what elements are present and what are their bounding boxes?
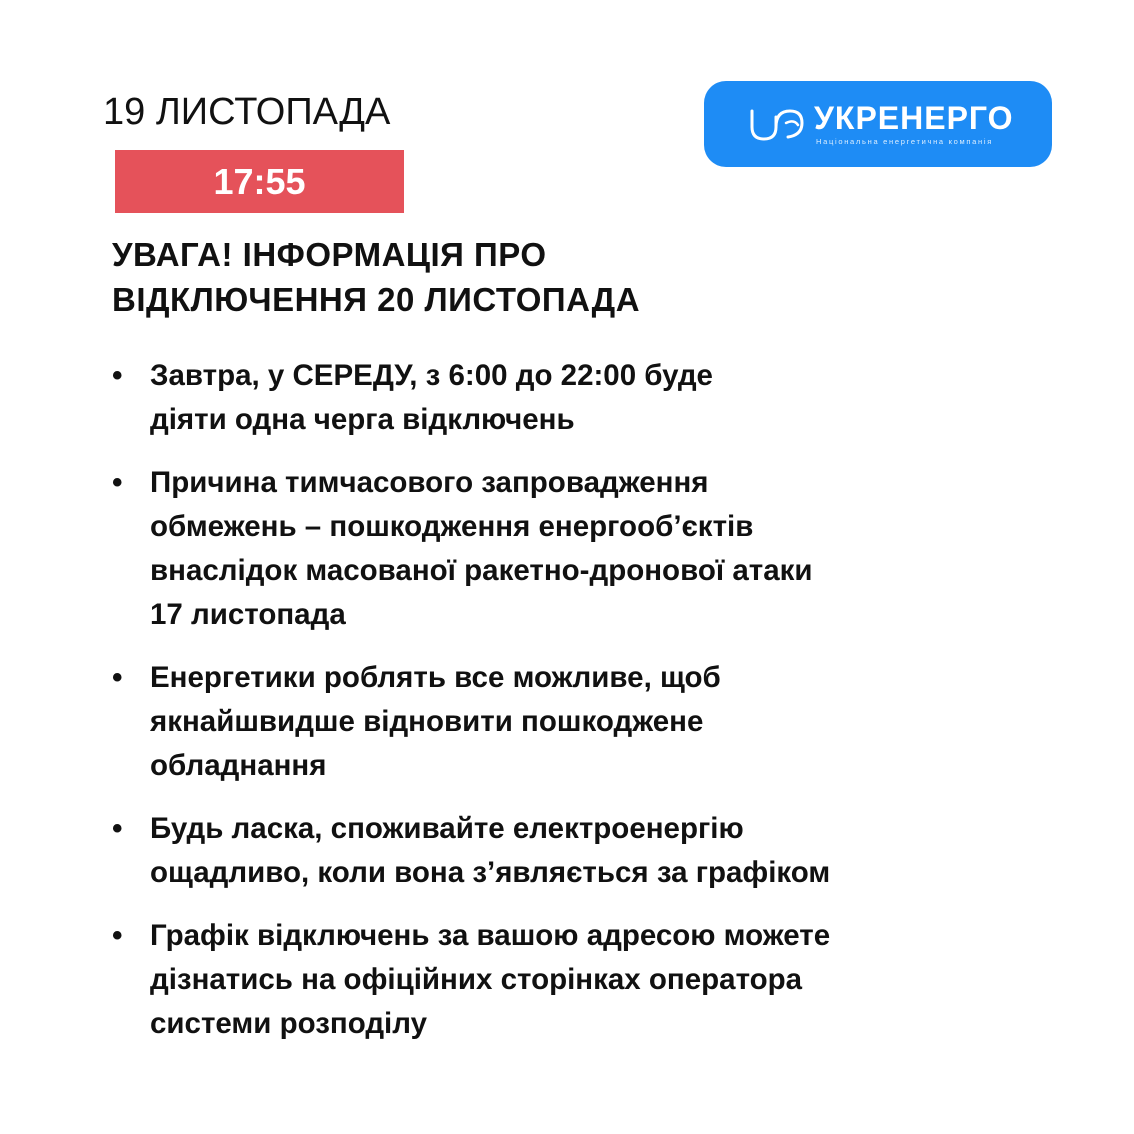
- bullet-text-line: системи розподілу: [150, 1007, 428, 1040]
- bullet-text-line: Завтра, у СЕРЕДУ, з 6:00 до 22:00 буде: [150, 359, 713, 392]
- bullet-text-line: обладнання: [150, 749, 327, 782]
- bullet-text-line: Графік відключень за вашою адресою можете: [150, 919, 831, 952]
- ukrenergo-logo: [704, 81, 1052, 167]
- heading-line: ВІДКЛЮЧЕННЯ 20 ЛИСТОПАДА: [112, 281, 641, 318]
- bullet-dot: •: [112, 812, 123, 845]
- time-label: 17:55: [213, 160, 306, 202]
- bullet-dot: •: [112, 919, 123, 952]
- bullet-text-line: 17 листопада: [150, 598, 346, 631]
- logo-name: УКРЕНЕРГО: [814, 100, 1014, 136]
- bullet-dot: •: [112, 661, 123, 694]
- bullet-dot: •: [112, 466, 123, 499]
- bullet-text-line: внаслідок масованої ракетно-дронової атаки: [150, 554, 813, 587]
- bullet-text-line: Причина тимчасового запровадження: [150, 466, 709, 499]
- bullet-text-line: обмежень – пошкодження енергооб’єктів: [150, 510, 754, 543]
- bullet-list: [112, 354, 1012, 1065]
- time-badge: [115, 150, 404, 213]
- bullet-item: [112, 656, 1012, 788]
- ukrenergo-ue-logo-icon: [748, 103, 806, 145]
- bullet-text-line: Будь ласка, споживайте електроенергію: [150, 812, 744, 845]
- bullet-item: [112, 914, 1012, 1046]
- heading-line: УВАГА! ІНФОРМАЦІЯ ПРО: [112, 236, 547, 273]
- date-label: 19 ЛИСТОПАДА: [103, 91, 391, 133]
- bullet-text-line: дізнатись на офіційних сторінках оператора: [150, 963, 803, 996]
- bullet-text-line: Енергетики роблять все можливе, щоб: [150, 661, 721, 694]
- bullet-item: [112, 461, 1012, 637]
- bullet-item: [112, 354, 1012, 442]
- bullet-text-line: якнайшвидше відновити пошкоджене: [150, 705, 704, 738]
- bullet-text-line: діяти одна черга відключень: [150, 403, 575, 436]
- bullet-item: [112, 807, 1012, 895]
- announcement-heading: [112, 232, 1012, 322]
- bullet-text-line: ощадливо, коли вона з’являється за графіком: [150, 856, 831, 889]
- bullet-dot: •: [112, 359, 123, 392]
- logo-tagline: Національна енергетична компанія: [816, 137, 993, 146]
